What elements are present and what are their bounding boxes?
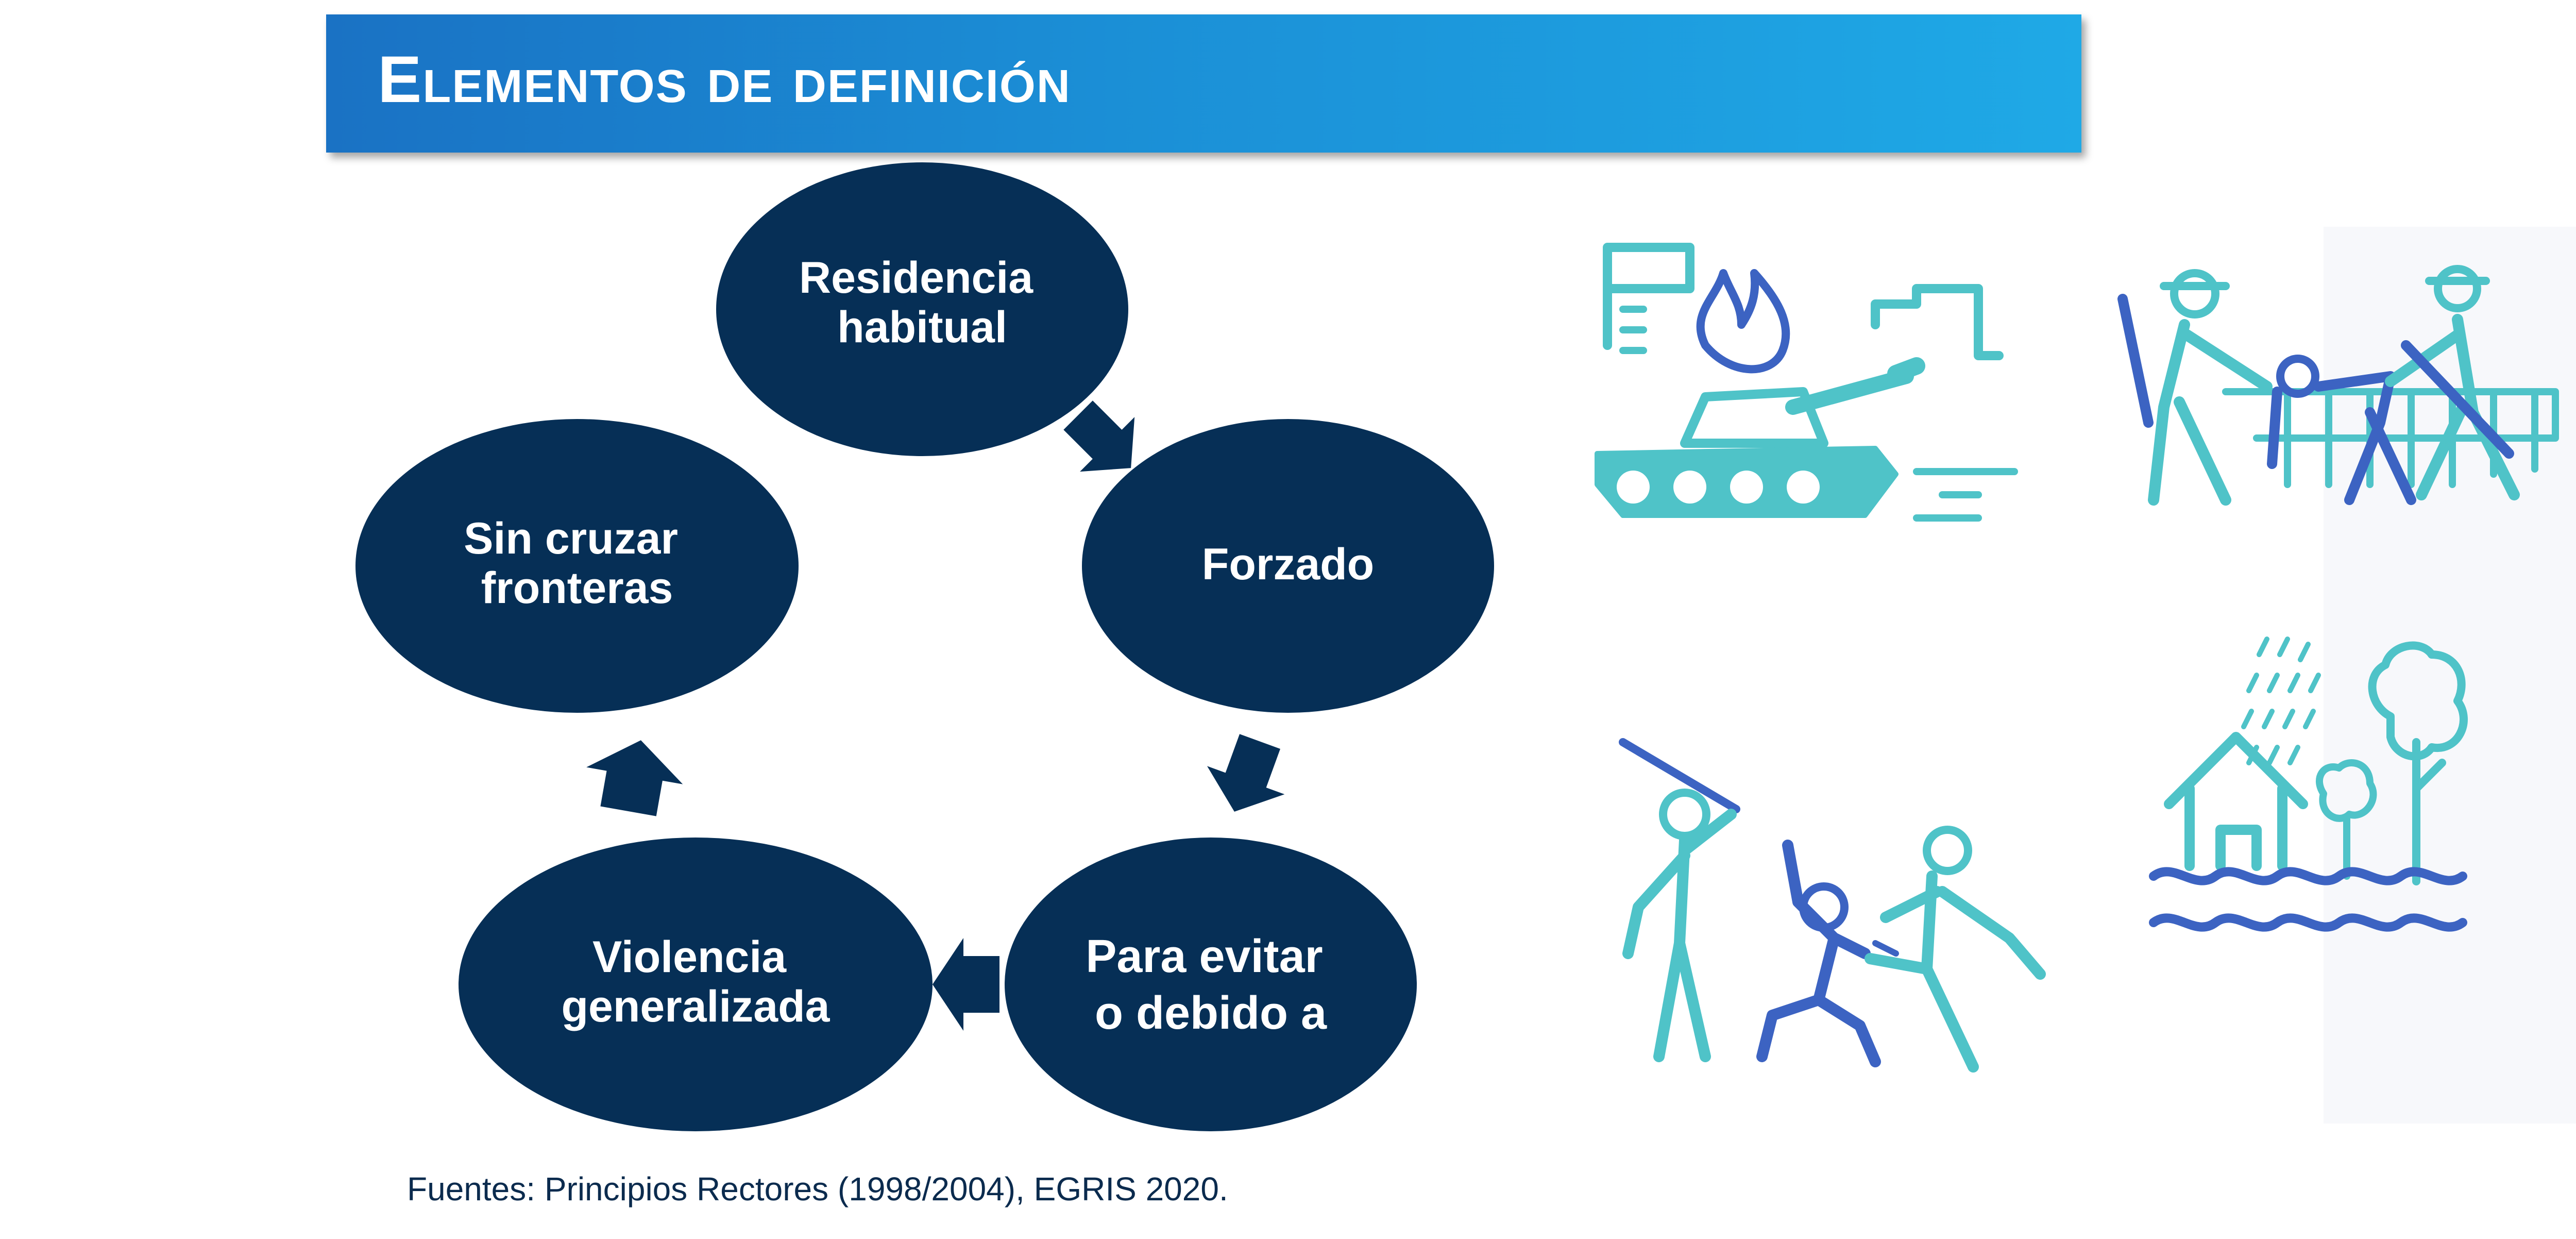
- label-line: Violencia: [592, 932, 787, 982]
- label-line: Para evitar: [1086, 931, 1323, 982]
- tank-fire-icon: [1597, 247, 2014, 518]
- label-line: Forzado: [1201, 540, 1375, 589]
- node-para-evitar: [1005, 838, 1417, 1131]
- sources-footnote: Fuentes: Principios Rectores (1998/2004), EGRIS 2020.: [407, 1170, 1228, 1208]
- arrow-violencia-to-sin-cruzar: [580, 732, 689, 820]
- arrow-para-evitar-to-violencia: [933, 938, 999, 1031]
- label-line: fronteras: [481, 563, 673, 613]
- label-forzado: [1202, 540, 1374, 589]
- panel-shade: [2324, 227, 2576, 1124]
- label-line: habitual: [837, 303, 1007, 352]
- page-title: Elementos de definición: [378, 43, 1071, 116]
- arrow-forzado-to-para-evitar: [1196, 727, 1299, 826]
- label-line: generalizada: [561, 982, 830, 1031]
- label-sin-cruzar-fronteras: [464, 514, 690, 613]
- label-line: o debido a: [1095, 987, 1327, 1039]
- violence-attack-icon: [1623, 742, 2040, 1067]
- label-line: Residencia: [799, 253, 1033, 303]
- icons-panel: [1587, 227, 2576, 1124]
- label-violencia-generalizada: [562, 932, 831, 1031]
- label-line: Sin cruzar: [464, 514, 678, 563]
